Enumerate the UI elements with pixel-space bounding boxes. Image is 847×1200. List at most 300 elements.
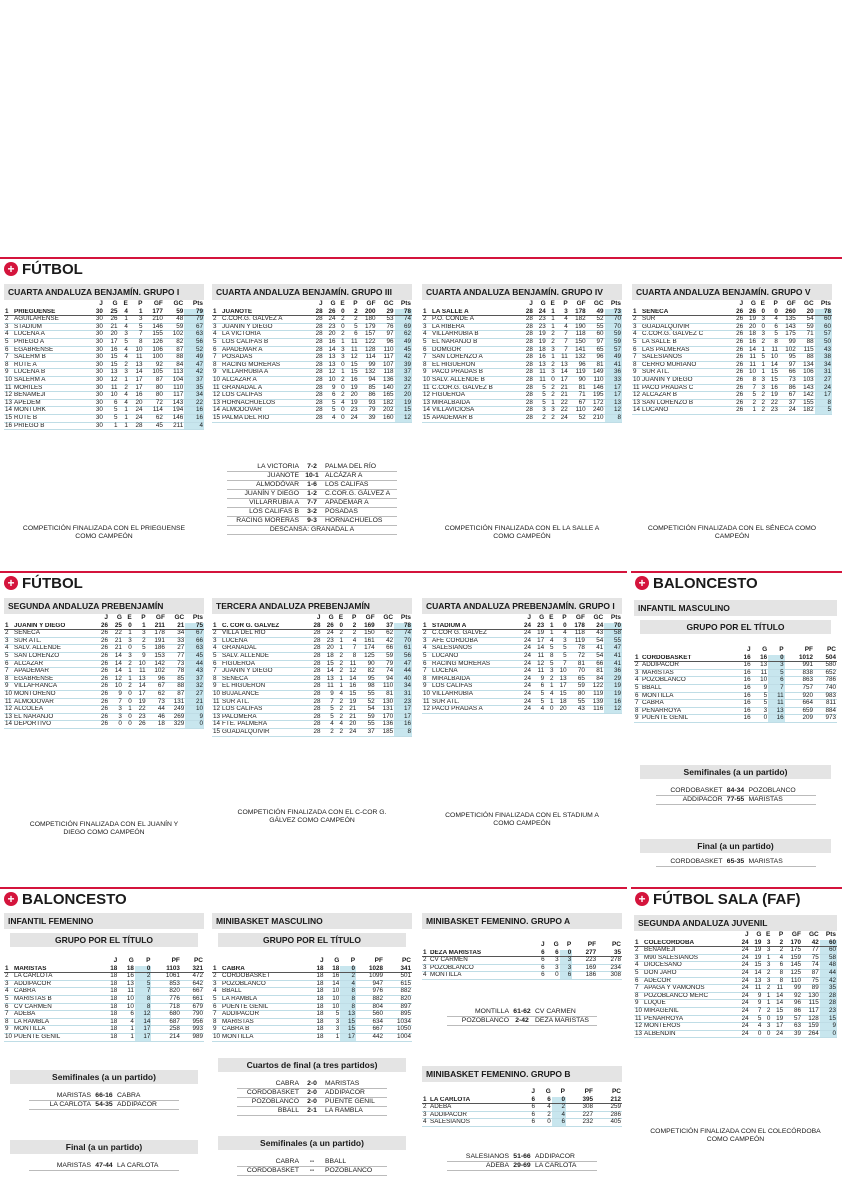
- table-cell: 18: [534, 346, 547, 354]
- table-cell: 37: [185, 675, 204, 683]
- table-cell: 146: [164, 414, 184, 422]
- team-name: EL HIGUERÓN: [431, 361, 521, 369]
- table-cell: 3: [762, 947, 771, 955]
- team-name: SALV. ALLENDE: [221, 652, 308, 660]
- table-cell: 7: [556, 346, 569, 354]
- table-cell: 23: [133, 713, 147, 721]
- table-cell: 44: [185, 660, 204, 668]
- table-cell: 58: [820, 954, 837, 962]
- table-cell: 12: [423, 705, 431, 713]
- table-cell: 12: [633, 391, 641, 399]
- competition-note: COMPETICIÓN FINALIZADA CON EL STADIUM A COMO CAMPEÓN: [445, 811, 599, 827]
- team-name: SAN LORENZO: [13, 652, 95, 660]
- table-cell: 18: [102, 1018, 119, 1026]
- table-row: [212, 995, 412, 1003]
- score: 2-42: [515, 1016, 529, 1024]
- table-cell: 128: [802, 1015, 820, 1023]
- table-row: [422, 637, 622, 645]
- table-cell: 53: [377, 316, 395, 324]
- table-cell: 0: [762, 1030, 771, 1038]
- table-cell: 13: [605, 399, 622, 407]
- table-cell: 5: [324, 399, 337, 407]
- table-cell: 9: [212, 683, 221, 691]
- table-cell: 78: [395, 309, 412, 316]
- table-cell: 4: [335, 721, 344, 729]
- table-cell: 72: [144, 399, 164, 407]
- table-row: [212, 309, 412, 316]
- table-cell: 45: [185, 652, 204, 660]
- table-cell: 26: [731, 376, 744, 384]
- col-header: E: [127, 614, 132, 621]
- table-cell: 8: [212, 675, 221, 683]
- table-cell: 57: [815, 331, 832, 339]
- table-cell: 78: [815, 309, 832, 316]
- table-cell: 7: [212, 354, 221, 362]
- table-cell: 13: [556, 361, 569, 369]
- table-row: [422, 623, 622, 630]
- table-cell: 7: [212, 668, 221, 676]
- table-cell: 160: [377, 414, 395, 422]
- table-cell: 15: [344, 690, 357, 698]
- table-cell: 0: [123, 698, 133, 706]
- team-name: VILLARRUBIA: [431, 690, 519, 698]
- table-cell: 143: [797, 384, 815, 392]
- col-header: P: [779, 646, 784, 653]
- away-team: HORNACHUELOS: [325, 516, 383, 524]
- final-title: Final (a un partido): [10, 1140, 198, 1154]
- team-name: EL HIGUERÓN: [221, 683, 308, 691]
- table-cell: 2: [757, 399, 766, 407]
- table-cell: 79: [184, 316, 204, 324]
- table-cell: 16: [735, 715, 752, 723]
- table-cell: 4: [344, 637, 357, 645]
- results-list: [656, 787, 816, 805]
- table-cell: 1: [119, 407, 129, 415]
- result-row: [237, 1167, 387, 1176]
- table-row: [632, 369, 832, 377]
- table-cell: 1: [212, 623, 221, 630]
- col-header: GC: [173, 300, 184, 307]
- table-cell: 28: [521, 346, 534, 354]
- table-cell: 170: [784, 940, 802, 947]
- table-cell: 21: [109, 645, 123, 653]
- table-cell: 150: [569, 338, 587, 346]
- table-cell: 11: [213, 697, 220, 705]
- table-cell: 2: [212, 316, 221, 324]
- table-row: [212, 652, 412, 660]
- table-cell: 6: [422, 660, 431, 668]
- table-cell: 12: [324, 369, 337, 377]
- table-cell: 5: [422, 338, 431, 346]
- table-cell: 62: [395, 331, 412, 339]
- table-cell: 155: [144, 331, 164, 339]
- team-name: MONTEROS: [643, 1023, 737, 1031]
- table-cell: 136: [376, 721, 394, 729]
- table-cell: 4: [337, 399, 346, 407]
- table-cell: 776: [151, 995, 180, 1003]
- table-cell: 0: [337, 361, 346, 369]
- table-cell: 5: [750, 1015, 763, 1023]
- table-cell: 14: [744, 346, 757, 354]
- table-cell: 11: [744, 354, 757, 362]
- table-cell: 84: [586, 675, 604, 683]
- table-row: [4, 338, 204, 346]
- table-header-row: [422, 300, 622, 309]
- table-cell: 3: [422, 637, 431, 645]
- table-cell: 87: [802, 969, 820, 977]
- table-cell: 5: [534, 399, 547, 407]
- table-cell: 23: [534, 316, 547, 324]
- result-row: [227, 463, 397, 472]
- table-cell: 182: [797, 407, 815, 415]
- table-cell: 13: [324, 361, 337, 369]
- table-cell: 1: [762, 954, 771, 962]
- table-cell: 149: [587, 369, 605, 377]
- table-row: [422, 316, 622, 324]
- table-cell: 8: [340, 988, 356, 996]
- team-name: AGUILARENSE: [13, 316, 89, 324]
- away-team: LOS CALIFAS: [325, 480, 369, 488]
- table-cell: 264: [802, 1030, 820, 1038]
- table-row: [4, 331, 204, 339]
- table-cell: 143: [779, 323, 797, 331]
- table-cell: 740: [814, 684, 837, 692]
- table-cell: 119: [569, 369, 587, 377]
- table-cell: 2: [771, 940, 784, 947]
- table-cell: 8: [815, 399, 832, 407]
- col-header: G: [112, 300, 118, 307]
- table-cell: 6: [546, 950, 560, 957]
- table-cell: 12: [109, 675, 123, 683]
- col-header: E: [338, 614, 344, 621]
- table-cell: 718: [151, 1003, 180, 1011]
- result-row: [227, 517, 397, 526]
- team-name: APADEMAR B: [431, 414, 521, 422]
- team-name: LA RAMBLA: [221, 995, 309, 1003]
- table-cell: 10: [324, 376, 337, 384]
- table-cell: 119: [586, 690, 604, 698]
- table-cell: 40: [394, 675, 412, 683]
- table-cell: 11: [556, 354, 569, 362]
- table-cell: 2: [762, 985, 771, 993]
- table-cell: 30: [89, 361, 104, 369]
- table-cell: 77: [166, 652, 185, 660]
- table-cell: 74: [394, 630, 412, 638]
- col-header: G: [328, 614, 334, 621]
- table-cell: 24: [344, 728, 357, 736]
- table-row: [422, 407, 622, 415]
- table-cell: 5: [766, 331, 779, 339]
- table-cell: 146: [144, 323, 164, 331]
- table-cell: 28: [311, 331, 324, 339]
- table-row: [212, 392, 412, 400]
- col-header: Pts: [825, 931, 836, 938]
- table-cell: 10: [118, 995, 135, 1003]
- table-cell: 60: [820, 947, 837, 955]
- table-cell: 341: [384, 966, 412, 973]
- result-row: [447, 1162, 597, 1171]
- away-team: PALMA DEL RÍO: [325, 462, 376, 470]
- team-name: CABRA: [641, 700, 735, 708]
- table-cell: 1: [123, 706, 133, 714]
- table-cell: 75: [802, 954, 820, 962]
- table-cell: 2: [346, 316, 359, 324]
- table-cell: 14: [135, 1018, 152, 1026]
- table-cell: 87: [144, 376, 164, 384]
- table-cell: 3: [757, 376, 766, 384]
- table-cell: 11: [133, 668, 147, 676]
- col-header: J: [316, 614, 321, 621]
- team-name: DOMGOR: [431, 346, 521, 354]
- table-cell: 1: [212, 966, 221, 973]
- col-header-team: [643, 931, 737, 940]
- table-cell: 59: [797, 323, 815, 331]
- results-list: [237, 1158, 387, 1176]
- col-header: P: [560, 1087, 565, 1095]
- table-cell: 2: [534, 414, 547, 422]
- table-cell: 66: [779, 369, 797, 377]
- table-cell: 227: [566, 1111, 594, 1119]
- table-row: [634, 1030, 837, 1038]
- table-cell: 12: [213, 391, 221, 399]
- table-cell: 23: [346, 407, 359, 415]
- table-cell: 838: [785, 669, 814, 677]
- table-cell: 2: [771, 947, 784, 955]
- col-header: Pts: [610, 614, 621, 621]
- table-cell: 258: [151, 1026, 180, 1034]
- table-cell: 169: [572, 964, 597, 972]
- table-cell: 6: [4, 346, 13, 354]
- table-cell: 14: [129, 369, 144, 377]
- table-cell: 69: [395, 323, 412, 331]
- team-name: POZOBLANCO: [221, 980, 309, 988]
- table-cell: 1: [632, 309, 641, 316]
- table-cell: 18: [102, 966, 119, 973]
- table-cell: 26: [95, 713, 109, 721]
- card-title: INFANTIL FEMENINO: [4, 913, 204, 929]
- table-cell: 2: [422, 1104, 429, 1112]
- table-cell: 18: [321, 652, 334, 660]
- team-name: ALBENDÍN: [643, 1030, 737, 1038]
- result-row: [237, 1158, 387, 1167]
- table-cell: 48: [820, 962, 837, 970]
- table-cell: 4: [212, 645, 221, 653]
- table-row: [212, 376, 412, 384]
- table-cell: 24: [737, 985, 750, 993]
- table-cell: 4: [771, 954, 784, 962]
- semis-title: Semifinales (a un partido): [218, 1136, 406, 1150]
- table-cell: 12: [346, 354, 359, 362]
- team-name: PACO PRADAS B: [431, 369, 521, 377]
- table-cell: 4: [422, 645, 431, 653]
- table-cell: 81: [586, 668, 604, 676]
- table-cell: 23: [321, 637, 334, 645]
- table-cell: 30: [89, 369, 104, 377]
- plus-icon: +: [4, 262, 18, 276]
- score: 65-35: [726, 857, 745, 865]
- col-header: GC: [383, 614, 394, 621]
- table-row: [632, 392, 832, 400]
- table-row: [632, 399, 832, 407]
- table-cell: 28: [521, 407, 534, 415]
- table-cell: 1: [335, 683, 344, 691]
- table-cell: 12: [605, 407, 622, 415]
- competition-note: COMPETICIÓN FINALIZADA CON EL COLECÓRDOBA COMO CAMPEÓN: [650, 1128, 821, 1144]
- table-cell: 2: [4, 316, 13, 324]
- table-cell: 17: [104, 338, 119, 346]
- table-cell: 62: [376, 630, 394, 638]
- group-title: GRUPO POR EL TÍTULO: [640, 620, 831, 634]
- table-cell: 9: [212, 1026, 221, 1034]
- table-cell: 667: [181, 988, 204, 996]
- table-cell: 22: [556, 407, 569, 415]
- away-team: LA RAMBLA: [325, 1106, 363, 1114]
- table-cell: 142: [797, 392, 815, 400]
- table-cell: 6: [212, 660, 221, 668]
- table-row: [4, 309, 204, 316]
- table-cell: 24: [519, 623, 532, 630]
- table-cell: 132: [359, 369, 377, 377]
- table-cell: 14: [321, 668, 334, 676]
- table-row: [632, 323, 832, 331]
- table-cell: 63: [784, 1023, 802, 1031]
- table-cell: 13: [340, 1011, 356, 1019]
- table-cell: 9: [750, 1000, 763, 1008]
- table-cell: 130: [802, 992, 820, 1000]
- team-name: COLECÓRDOBA: [643, 940, 737, 947]
- table-cell: 18: [102, 980, 119, 988]
- table-row: [634, 985, 837, 993]
- table-cell: 24: [737, 1030, 750, 1038]
- table-cell: 17: [556, 376, 569, 384]
- table-cell: 20: [554, 706, 567, 714]
- table-cell: 920: [785, 692, 814, 700]
- table-cell: 12: [135, 1011, 152, 1019]
- result-row: [227, 481, 397, 490]
- table-cell: 161: [357, 637, 375, 645]
- table-cell: 4: [340, 980, 356, 988]
- team-name: SALESIANOS: [429, 1119, 523, 1127]
- table-cell: 17: [129, 376, 144, 384]
- table-cell: 0: [109, 721, 123, 729]
- table-cell: 37: [357, 728, 375, 736]
- table-cell: 26: [95, 623, 109, 630]
- team-name: VILLAVICIOSA: [431, 407, 521, 415]
- table-cell: 19: [346, 399, 359, 407]
- table-cell: 2: [536, 1111, 552, 1119]
- table-cell: 6: [346, 331, 359, 339]
- table-cell: 175: [784, 947, 802, 955]
- team-name: SALESIANOS: [431, 645, 519, 653]
- results-list: [29, 1092, 179, 1110]
- table-cell: 9: [752, 684, 769, 692]
- table-cell: 16: [735, 700, 752, 708]
- table-cell: 30: [89, 338, 104, 346]
- table-row: [4, 721, 204, 729]
- table-cell: 615: [384, 980, 412, 988]
- table-cell: 16: [534, 354, 547, 362]
- table-cell: 18: [102, 973, 119, 981]
- table-cell: 10: [423, 375, 431, 383]
- table-cell: 0: [552, 1097, 566, 1104]
- table-cell: 63: [185, 645, 204, 653]
- table-cell: 16: [129, 392, 144, 400]
- col-header: P: [562, 614, 567, 621]
- table-header-row: [634, 931, 837, 940]
- col-header: E: [760, 300, 766, 307]
- table-cell: 1: [4, 966, 13, 973]
- table-cell: 28: [311, 407, 324, 415]
- col-header: Pts: [400, 614, 411, 621]
- card-title: MINIBASKET MASCULINO: [212, 913, 412, 929]
- table-cell: 0: [545, 706, 554, 714]
- table-cell: 117: [377, 354, 395, 362]
- table-cell: 11: [752, 669, 769, 677]
- table-cell: 59: [357, 713, 375, 721]
- table-cell: 3: [547, 346, 556, 354]
- home-team: CORDOBASKET: [246, 1166, 299, 1174]
- table-cell: 110: [587, 376, 605, 384]
- team-name: JUANÍN Y DIEGO: [13, 623, 95, 630]
- table-cell: 180: [359, 316, 377, 324]
- table-row: [212, 698, 412, 706]
- col-header: G: [330, 300, 336, 307]
- table-cell: 11: [771, 985, 784, 993]
- col-header: G: [553, 941, 559, 948]
- table-cell: 634: [356, 1018, 384, 1026]
- table-cell: 98: [357, 683, 375, 691]
- result-row: [29, 1092, 179, 1101]
- table-cell: 786: [814, 677, 837, 685]
- table-cell: 28: [308, 706, 321, 714]
- table-cell: 18: [554, 698, 567, 706]
- table-cell: 88: [797, 354, 815, 362]
- score: 84-34: [726, 786, 745, 794]
- table-cell: 15: [104, 361, 119, 369]
- section-baloncesto-2: + BALONCESTO: [0, 887, 627, 909]
- table-cell: 90: [357, 660, 375, 668]
- group-title: GRUPO POR EL TÍTULO: [10, 933, 198, 947]
- table-cell: 24: [519, 637, 532, 645]
- team-name: STADIUM A: [431, 623, 519, 630]
- table-cell: 863: [785, 677, 814, 685]
- table-cell: 15: [554, 690, 567, 698]
- table-cell: 107: [377, 361, 395, 369]
- table-cell: 18: [309, 1026, 325, 1034]
- table-cell: 15: [213, 727, 221, 735]
- table-cell: 28: [308, 713, 321, 721]
- table-cell: 24: [737, 1000, 750, 1008]
- home-team: LOS CALIFAS B: [249, 507, 299, 515]
- table-cell: 2: [552, 1104, 566, 1112]
- table-cell: 6: [212, 346, 221, 354]
- table-cell: 186: [572, 972, 597, 980]
- table-row: [4, 1033, 204, 1041]
- table-cell: 13: [213, 398, 221, 406]
- team-name: JUANÍN Y DIEGO: [221, 668, 308, 676]
- table-cell: 1: [118, 1026, 135, 1034]
- table-cell: 132: [569, 354, 587, 362]
- table-cell: 96: [587, 354, 605, 362]
- table-cell: 9: [133, 652, 147, 660]
- table-cell: 12: [423, 391, 431, 399]
- table-cell: 44: [394, 668, 412, 676]
- team-name: LOS CALIFAS B: [221, 338, 311, 346]
- table-cell: 12: [213, 705, 221, 713]
- table-cell: 76: [377, 323, 395, 331]
- table-cell: 28: [308, 698, 321, 706]
- section-baloncesto-1: + BALONCESTO: [631, 571, 842, 593]
